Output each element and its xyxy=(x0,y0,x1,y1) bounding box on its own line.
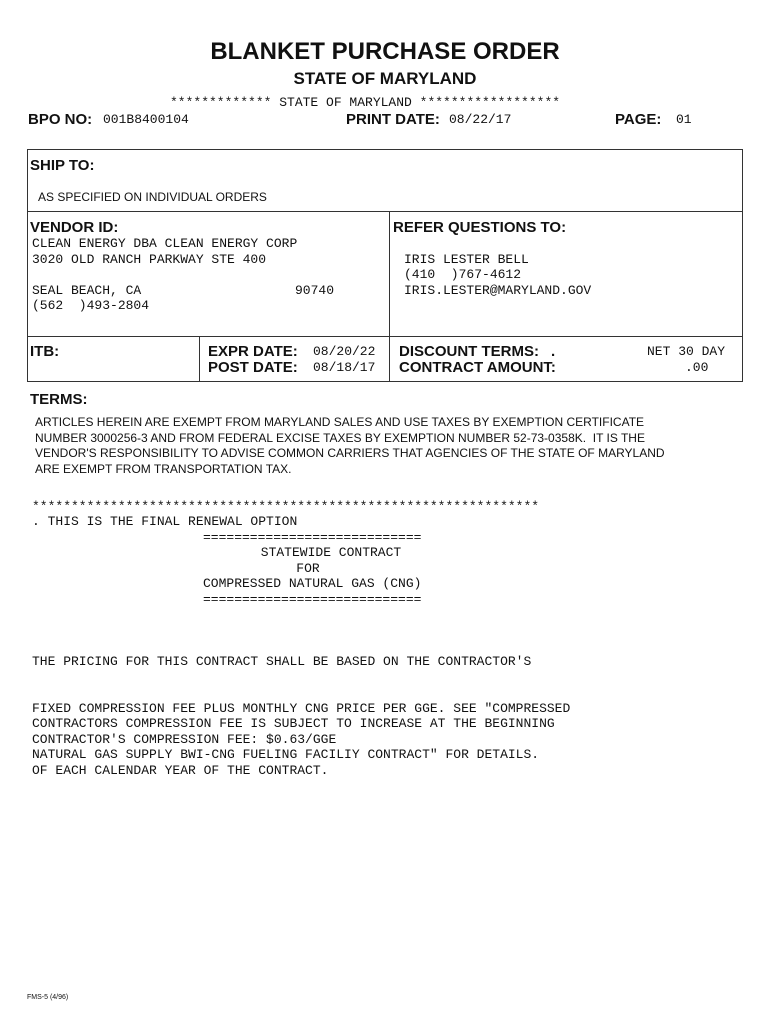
terms-paragraph xyxy=(35,415,735,477)
contract-heading-3: COMPRESSED NATURAL GAS (CNG) xyxy=(203,576,422,591)
terms-label: TERMS: xyxy=(30,391,88,408)
print-date-label: PRINT DATE: xyxy=(346,111,440,128)
terms-line: ARE EXEMPT FROM TRANSPORTATION TAX. xyxy=(35,461,292,476)
contract-heading-1: STATEWIDE CONTRACT xyxy=(260,545,402,560)
vendor-phone: (562 )493-2804 xyxy=(32,298,150,313)
compression-fee: CONTRACTOR'S COMPRESSION FEE: $0.63/GGE xyxy=(32,732,337,747)
page-label: PAGE: xyxy=(615,111,662,128)
expr-date-value: 08/20/22 xyxy=(313,344,376,359)
contact-phone: (410 )767-4612 xyxy=(404,267,522,282)
divider-vendor-questions xyxy=(389,211,390,382)
divider-ship-to xyxy=(27,211,743,212)
post-date-value: 08/18/17 xyxy=(313,360,376,375)
banner-line: ************* STATE OF MARYLAND ****************** xyxy=(170,95,561,110)
refer-questions-label: REFER QUESTIONS TO: xyxy=(393,219,567,236)
divider-itb xyxy=(199,336,200,382)
terms-line: VENDOR'S RESPONSIBILITY TO ADVISE COMMON CARRIERS THAT AGENCIES OF THE STATE OF MARYLAND xyxy=(35,446,665,460)
post-date-label: POST DATE: xyxy=(208,359,298,376)
stars-separator: ***************************************************************** xyxy=(32,499,540,514)
discount-terms-label: DISCOUNT TERMS: xyxy=(399,343,539,360)
document-title: BLANKET PURCHASE ORDER xyxy=(210,38,560,65)
print-date-value: 08/22/17 xyxy=(449,112,512,127)
contact-email: IRIS.LESTER@MARYLAND.GOV xyxy=(404,283,592,298)
document-subtitle: STATE OF MARYLAND xyxy=(293,69,477,88)
contact-name: IRIS LESTER BELL xyxy=(404,252,529,267)
page-number: 01 xyxy=(676,112,692,127)
contract-heading-2: FOR xyxy=(296,561,320,576)
terms-line: ARTICLES HEREIN ARE EXEMPT FROM MARYLAND SALES AND USE TAXES BY EXEMPTION CERTIFICATE xyxy=(35,415,645,429)
ship-to-label: SHIP TO: xyxy=(30,157,95,174)
vendor-address: 3020 OLD RANCH PARKWAY STE 400 xyxy=(32,252,267,267)
rule-top: ============================ xyxy=(203,530,422,545)
terms-line: NUMBER 3000256-3 AND FROM FEDERAL EXCISE TAXES BY EXEMPTION NUMBER 52-73-0358K. IT IS THE xyxy=(35,430,645,445)
vendor-city: SEAL BEACH, CA xyxy=(32,283,142,298)
vendor-id-label: VENDOR ID: xyxy=(30,219,119,236)
bpo-number: 001B8400104 xyxy=(103,112,189,127)
renewal-note: . THIS IS THE FINAL RENEWAL OPTION xyxy=(32,514,298,529)
contract-amount-label: CONTRACT AMOUNT: xyxy=(399,359,556,376)
discount-terms-value: NET 30 DAY xyxy=(647,344,726,359)
divider-dates xyxy=(27,336,743,337)
bpo-label: BPO NO: xyxy=(28,111,93,128)
form-id: FMS-5 (4/96) xyxy=(27,994,69,1001)
pricing-line: FIXED COMPRESSION FEE PLUS MONTHLY CNG PRICE PER GGE. SEE "COMPRESSED xyxy=(32,700,571,716)
increase-line: CONTRACTORS COMPRESSION FEE IS SUBJECT TO INCREASE AT THE BEGINNING xyxy=(32,716,555,731)
ship-to-value: AS SPECIFIED ON INDIVIDUAL ORDERS xyxy=(38,190,267,204)
itb-label: ITB: xyxy=(30,343,60,360)
pricing-line: NATURAL GAS SUPPLY BWI-CNG FUELING FACILIY CONTRACT" FOR DETAILS. xyxy=(32,747,540,762)
discount-terms-dot: . xyxy=(551,343,556,360)
vendor-zip: 90740 xyxy=(295,283,335,298)
contract-amount-value: .00 xyxy=(685,360,709,375)
expr-date-label: EXPR DATE: xyxy=(208,343,298,360)
increase-line: OF EACH CALENDAR YEAR OF THE CONTRACT. xyxy=(32,762,329,778)
rule-bottom: ============================ xyxy=(203,592,422,607)
pricing-line: THE PRICING FOR THIS CONTRACT SHALL BE BASED ON THE CONTRACTOR'S xyxy=(32,654,532,669)
vendor-name: CLEAN ENERGY DBA CLEAN ENERGY CORP xyxy=(32,236,298,251)
